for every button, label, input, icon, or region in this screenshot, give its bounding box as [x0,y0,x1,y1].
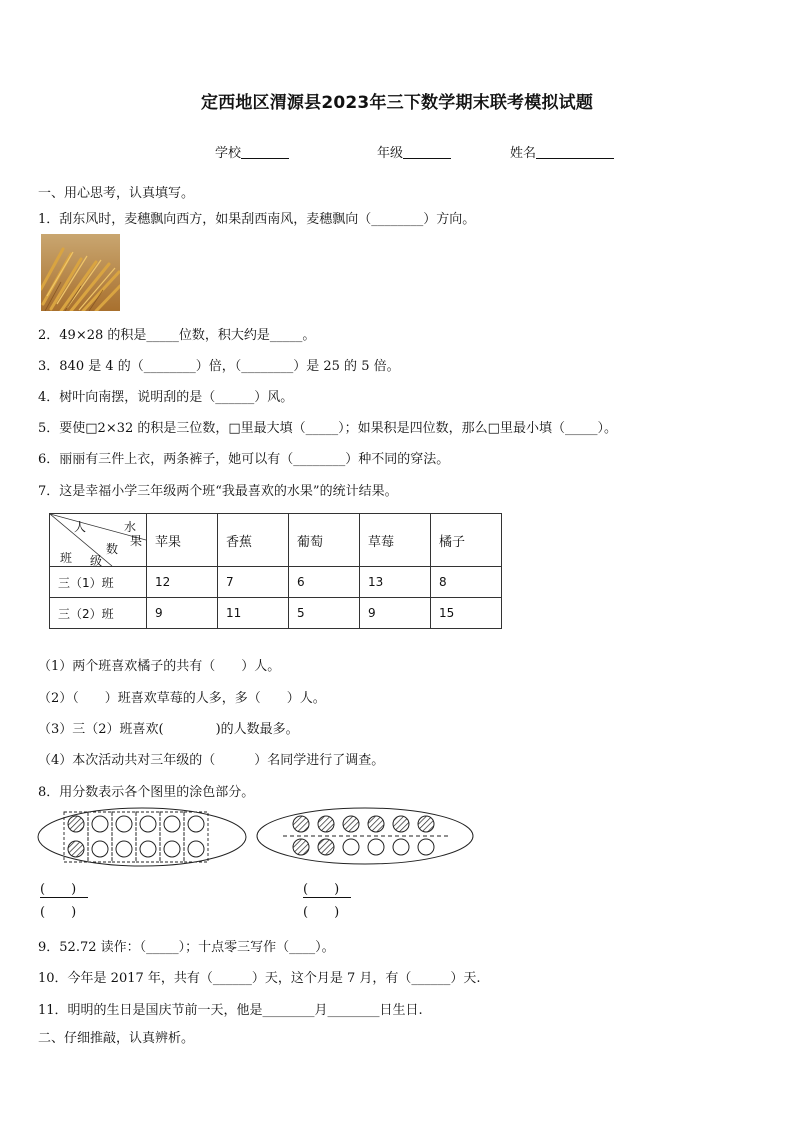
table-corner-cell [50,514,147,567]
school-field [215,142,289,161]
section-2-heading: 二、仔细推敲，认真辨析。 [38,1031,195,1046]
fruit-header: 橘子 [431,514,502,567]
shaded-circle [68,816,84,832]
value-cell: 9 [147,598,218,629]
corner-label: 数 [106,542,119,556]
question-9: 9．52.72 读作：（_____）；十点零三写作（____）。 [38,940,335,955]
question-3: 3．840 是 4 的（________）倍，（________）是 25 的 5 倍。 [38,359,400,374]
question-5: 5．要使□2×32 的积是三位数，□里最大填（_____）；如果积是四位数，那么□里最小填（_____）。 [38,421,617,436]
value-cell: 6 [289,567,360,598]
figure-1-ellipse [38,808,246,866]
wheat-image [41,234,120,311]
grade-field [377,142,451,161]
value-cell: 5 [289,598,360,629]
school-label: 学校 [215,146,242,161]
fruit-header: 香蕉 [218,514,289,567]
question-7-sub-4: （4）本次活动共对三年级的（ ）名同学进行了调查。 [38,753,385,768]
question-11: 11．明明的生日是国庆节前一天，他是________月________日生日. [38,1003,423,1018]
value-cell: 11 [218,598,289,629]
corner-label: 级 [90,554,103,568]
question-8: 8．用分数表示各个图里的涂色部分。 [38,785,255,800]
table-header-row [50,514,502,567]
class-cell: 三（2）班 [50,598,147,629]
name-label: 姓名 [510,146,537,161]
fraction-denominator-2[interactable]: ( ) [303,905,340,920]
question-4: 4．树叶向南摆，说明刮的是（______）风。 [38,390,294,405]
grade-label: 年级 [377,146,404,161]
corner-label: 果 [130,534,143,548]
question-10: 10．今年是 2017 年，共有（______）天，这个月是 7 月，有（______）天. [38,971,481,986]
fraction-numerator-2[interactable]: ( ) [303,882,340,897]
section-1-heading: 一、用心思考，认真填写。 [38,186,195,201]
fruit-header: 葡萄 [289,514,360,567]
value-cell: 8 [431,567,502,598]
question-6: 6．丽丽有三件上衣，两条裤子，她可以有（________）种不同的穿法。 [38,452,450,467]
value-cell: 9 [360,598,431,629]
question-1: 1．刮东风时，麦穗飘向西方，如果刮西南风，麦穗飘向（________）方向。 [38,212,476,227]
table-row [50,598,502,629]
corner-label: 人 [74,520,87,534]
fraction-bar-1 [40,897,88,898]
grade-blank[interactable] [403,145,451,159]
name-blank[interactable] [536,145,614,159]
corner-label: 水 [124,520,137,534]
fraction-denominator-1[interactable]: ( ) [40,905,77,920]
fraction-figure-2 [255,806,475,866]
value-cell: 13 [360,567,431,598]
fruit-header: 草莓 [360,514,431,567]
corner-label: 班 [60,551,73,565]
question-7-sub-2: （2）（ ）班喜欢草莓的人多，多（ ）人。 [38,691,326,706]
value-cell: 7 [218,567,289,598]
class-cell: 三（1）班 [50,567,147,598]
page-title: 定西地区渭源县2023年三下数学期末联考模拟试题 [200,93,594,113]
name-field [510,142,614,161]
question-7-sub-3: （3）三（2）班喜欢( )的人数最多。 [38,722,299,737]
question-2: 2．49×28 的积是_____位数，积大约是_____。 [38,328,316,343]
question-7-sub-1: （1）两个班喜欢橘子的共有（ ）人。 [38,659,281,674]
school-blank[interactable] [241,145,289,159]
fraction-numerator-1[interactable]: ( ) [40,882,77,897]
fraction-figure-1 [36,806,248,868]
fruit-header: 苹果 [147,514,218,567]
question-7: 7．这是幸福小学三年级两个班“我最喜欢的水果”的统计结果。 [38,484,398,499]
value-cell: 12 [147,567,218,598]
value-cell: 15 [431,598,502,629]
fruit-stat-table [49,513,502,629]
fraction-bar-2 [303,897,351,898]
table-row [50,567,502,598]
shaded-circle [68,841,84,857]
